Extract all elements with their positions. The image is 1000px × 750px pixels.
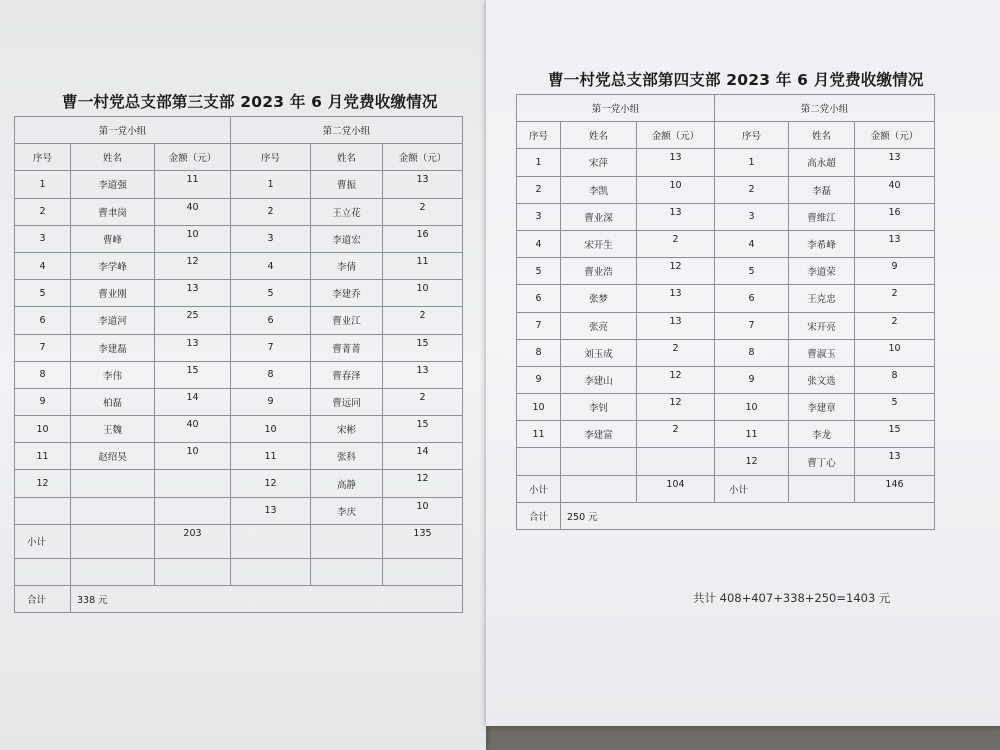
seq-cell: 1 (231, 171, 311, 198)
name-cell: 曹峰 (71, 225, 155, 252)
seq-cell (517, 448, 561, 475)
name-cell: 曹业刚 (71, 280, 155, 307)
name-cell: 张文选 (789, 366, 855, 393)
total-label: 合计 (517, 502, 561, 529)
name-cell: 李建章 (789, 394, 855, 421)
grand-total-note: 共计 408+407+338+250=1403 元 (693, 591, 891, 605)
amount-cell: 13 (637, 312, 715, 339)
name-header: 姓名 (311, 144, 383, 171)
name-cell: 赵绍昊 (71, 443, 155, 470)
seq-cell: 3 (231, 225, 311, 252)
name-cell: 李建山 (561, 366, 637, 393)
seq-cell: 5 (15, 280, 71, 307)
seq-cell: 9 (715, 366, 789, 393)
seq-cell: 10 (15, 416, 71, 443)
table-row (517, 448, 935, 475)
branch-3-dues-table (14, 116, 463, 613)
amount-cell: 2 (383, 388, 463, 415)
amount-cell: 8 (855, 366, 935, 393)
empty-cell (155, 558, 231, 585)
amount-cell: 14 (383, 443, 463, 470)
spacer-row (15, 558, 463, 585)
table-row (15, 280, 463, 307)
amount-cell: 13 (155, 334, 231, 361)
name-cell (561, 448, 637, 475)
group-1-subtotal-value: 104 (637, 475, 715, 502)
amount-cell: 10 (155, 225, 231, 252)
seq-cell: 3 (15, 225, 71, 252)
amount-cell: 13 (855, 149, 935, 176)
amount-cell: 12 (637, 366, 715, 393)
table-row (15, 198, 463, 225)
amount-cell: 11 (383, 252, 463, 279)
seq-cell: 7 (15, 334, 71, 361)
name-cell: 李道荣 (789, 258, 855, 285)
group-1-label: 第一党小组 (15, 117, 231, 144)
table-row (15, 416, 463, 443)
seq-cell: 13 (231, 497, 311, 524)
name-cell: 李磊 (789, 176, 855, 203)
name-cell: 曹淑玉 (789, 339, 855, 366)
seq-cell: 6 (231, 307, 311, 334)
name-cell: 曹振 (311, 171, 383, 198)
left-table-title: 曹一村党总支部第三支部 2023 年 6 月党费收缴情况 (62, 93, 438, 111)
group-2-subtotal-label: 小计 (715, 475, 789, 502)
amount-cell (155, 497, 231, 524)
seq-cell: 5 (715, 258, 789, 285)
total-value: 338 元 (71, 586, 463, 613)
name-cell: 曹聿岗 (71, 198, 155, 225)
amount-cell: 10 (155, 443, 231, 470)
name-cell: 宋萍 (561, 149, 637, 176)
group-2-label: 第二党小组 (715, 95, 935, 122)
seq-cell: 7 (715, 312, 789, 339)
amount-header: 金额（元） (383, 144, 463, 171)
name-cell: 王立花 (311, 198, 383, 225)
seq-cell: 6 (15, 307, 71, 334)
seq-cell: 8 (517, 339, 561, 366)
empty-cell (383, 558, 463, 585)
subtotal-row (517, 475, 935, 502)
empty-cell (311, 558, 383, 585)
name-cell: 宋彬 (311, 416, 383, 443)
table-row (15, 470, 463, 497)
table-row (517, 230, 935, 257)
name-cell: 高永超 (789, 149, 855, 176)
table-row (15, 361, 463, 388)
amount-cell: 2 (637, 421, 715, 448)
amount-cell: 13 (155, 280, 231, 307)
amount-cell: 10 (383, 497, 463, 524)
table-row (517, 394, 935, 421)
seq-cell: 8 (715, 339, 789, 366)
subtotal-row (15, 524, 463, 558)
empty-cell (231, 558, 311, 585)
empty-cell (561, 475, 637, 502)
seq-cell: 4 (715, 230, 789, 257)
empty-cell (231, 524, 311, 558)
total-row (15, 586, 463, 613)
table-row (15, 497, 463, 524)
amount-cell: 14 (155, 388, 231, 415)
name-cell: 曹菁菁 (311, 334, 383, 361)
total-value: 250 元 (561, 502, 935, 529)
seq-cell: 2 (231, 198, 311, 225)
table-row (517, 312, 935, 339)
empty-cell (71, 558, 155, 585)
name-cell: 李龙 (789, 421, 855, 448)
seq-cell: 8 (231, 361, 311, 388)
amount-cell: 40 (155, 416, 231, 443)
table-row (517, 203, 935, 230)
amount-cell: 2 (383, 198, 463, 225)
branch-4-dues-table (516, 94, 935, 530)
name-cell: 张科 (311, 443, 383, 470)
table-row (517, 421, 935, 448)
name-header: 姓名 (789, 122, 855, 149)
name-cell: 曹维江 (789, 203, 855, 230)
table-row (517, 149, 935, 176)
seq-cell: 9 (231, 388, 311, 415)
seq-cell: 4 (15, 252, 71, 279)
amount-cell: 40 (855, 176, 935, 203)
table-row (15, 252, 463, 279)
name-cell: 李凯 (561, 176, 637, 203)
empty-cell (789, 475, 855, 502)
seq-header: 序号 (715, 122, 789, 149)
table-row (517, 176, 935, 203)
amount-cell: 2 (855, 285, 935, 312)
name-cell: 曹业江 (311, 307, 383, 334)
seq-cell: 1 (517, 149, 561, 176)
seq-cell: 6 (715, 285, 789, 312)
name-cell: 曹春泽 (311, 361, 383, 388)
name-cell: 刘玉成 (561, 339, 637, 366)
seq-cell: 1 (15, 171, 71, 198)
empty-cell (71, 524, 155, 558)
seq-cell: 4 (231, 252, 311, 279)
group-1-label: 第一党小组 (517, 95, 715, 122)
seq-cell: 3 (517, 203, 561, 230)
name-cell: 王克忠 (789, 285, 855, 312)
amount-cell: 12 (383, 470, 463, 497)
seq-cell: 11 (231, 443, 311, 470)
seq-cell: 2 (15, 198, 71, 225)
table-row (517, 258, 935, 285)
seq-cell: 12 (231, 470, 311, 497)
table-row (15, 171, 463, 198)
seq-cell: 8 (15, 361, 71, 388)
name-cell: 李学峰 (71, 252, 155, 279)
amount-cell: 10 (383, 280, 463, 307)
right-table-title: 曹一村党总支部第四支部 2023 年 6 月党费收缴情况 (548, 71, 924, 89)
seq-cell: 10 (517, 394, 561, 421)
name-cell: 李希峰 (789, 230, 855, 257)
group-header-row (15, 117, 463, 144)
amount-cell: 16 (855, 203, 935, 230)
name-cell: 宋开生 (561, 230, 637, 257)
amount-cell: 25 (155, 307, 231, 334)
name-cell: 王魏 (71, 416, 155, 443)
amount-cell: 13 (637, 149, 715, 176)
name-cell: 李道河 (71, 307, 155, 334)
amount-cell: 13 (383, 171, 463, 198)
table-row (517, 339, 935, 366)
seq-cell: 2 (715, 176, 789, 203)
group-1-subtotal-value: 203 (155, 524, 231, 558)
seq-cell: 5 (517, 258, 561, 285)
seq-cell: 5 (231, 280, 311, 307)
empty-cell (311, 524, 383, 558)
seq-cell: 11 (517, 421, 561, 448)
seq-cell: 10 (231, 416, 311, 443)
table-row (15, 225, 463, 252)
seq-cell: 7 (231, 334, 311, 361)
name-cell: 宋开亮 (789, 312, 855, 339)
total-row (517, 502, 935, 529)
group-header-row (517, 95, 935, 122)
seq-cell: 11 (15, 443, 71, 470)
amount-cell: 12 (637, 258, 715, 285)
amount-cell: 2 (637, 339, 715, 366)
amount-cell: 9 (855, 258, 935, 285)
name-cell (71, 470, 155, 497)
amount-header: 金额（元） (855, 122, 935, 149)
name-cell: 曹业浩 (561, 258, 637, 285)
name-cell: 李庆 (311, 497, 383, 524)
amount-cell: 12 (637, 394, 715, 421)
seq-cell: 11 (715, 421, 789, 448)
column-header-row (517, 122, 935, 149)
group-2-subtotal-value: 146 (855, 475, 935, 502)
amount-cell: 2 (637, 230, 715, 257)
name-cell: 李道宏 (311, 225, 383, 252)
amount-cell: 2 (383, 307, 463, 334)
amount-cell: 13 (855, 230, 935, 257)
name-cell: 张亮 (561, 312, 637, 339)
seq-cell: 3 (715, 203, 789, 230)
seq-cell (15, 497, 71, 524)
name-header: 姓名 (561, 122, 637, 149)
name-cell (71, 497, 155, 524)
table-row (15, 334, 463, 361)
amount-header: 金额（元） (155, 144, 231, 171)
amount-cell: 16 (383, 225, 463, 252)
name-cell: 李建磊 (71, 334, 155, 361)
seq-cell: 1 (715, 149, 789, 176)
name-cell: 李建富 (561, 421, 637, 448)
seq-cell: 9 (517, 366, 561, 393)
amount-cell: 15 (383, 334, 463, 361)
name-cell: 张梦 (561, 285, 637, 312)
table-row (517, 366, 935, 393)
name-cell: 李倩 (311, 252, 383, 279)
empty-cell (15, 558, 71, 585)
amount-cell: 15 (383, 416, 463, 443)
amount-cell: 2 (855, 312, 935, 339)
group-2-subtotal-value: 135 (383, 524, 463, 558)
name-cell: 高静 (311, 470, 383, 497)
seq-cell: 4 (517, 230, 561, 257)
table-row (15, 307, 463, 334)
table-row (15, 388, 463, 415)
group-2-label: 第二党小组 (231, 117, 463, 144)
amount-cell: 10 (637, 176, 715, 203)
seq-cell: 10 (715, 394, 789, 421)
seq-cell: 2 (517, 176, 561, 203)
amount-cell: 10 (855, 339, 935, 366)
seq-header: 序号 (231, 144, 311, 171)
amount-cell (637, 448, 715, 475)
name-cell: 李伟 (71, 361, 155, 388)
column-header-row (15, 144, 463, 171)
total-label: 合计 (15, 586, 71, 613)
amount-cell: 11 (155, 171, 231, 198)
amount-header: 金额（元） (637, 122, 715, 149)
name-cell: 柏磊 (71, 388, 155, 415)
group-1-subtotal-label: 小计 (517, 475, 561, 502)
table-row (517, 285, 935, 312)
table-row (15, 443, 463, 470)
name-cell: 曹远同 (311, 388, 383, 415)
amount-cell: 12 (155, 252, 231, 279)
seq-header: 序号 (517, 122, 561, 149)
amount-cell: 5 (855, 394, 935, 421)
name-cell: 李钊 (561, 394, 637, 421)
amount-cell: 13 (383, 361, 463, 388)
seq-cell: 6 (517, 285, 561, 312)
group-1-subtotal-label: 小计 (15, 524, 71, 558)
seq-cell: 12 (15, 470, 71, 497)
amount-cell: 13 (855, 448, 935, 475)
amount-cell: 13 (637, 285, 715, 312)
name-cell: 曹业深 (561, 203, 637, 230)
name-cell: 曹丁心 (789, 448, 855, 475)
seq-header: 序号 (15, 144, 71, 171)
seq-cell: 9 (15, 388, 71, 415)
amount-cell (155, 470, 231, 497)
amount-cell: 13 (637, 203, 715, 230)
name-cell: 李道强 (71, 171, 155, 198)
name-header: 姓名 (71, 144, 155, 171)
name-cell: 李建乔 (311, 280, 383, 307)
seq-cell: 7 (517, 312, 561, 339)
seq-cell: 12 (715, 448, 789, 475)
amount-cell: 40 (155, 198, 231, 225)
amount-cell: 15 (155, 361, 231, 388)
amount-cell: 15 (855, 421, 935, 448)
